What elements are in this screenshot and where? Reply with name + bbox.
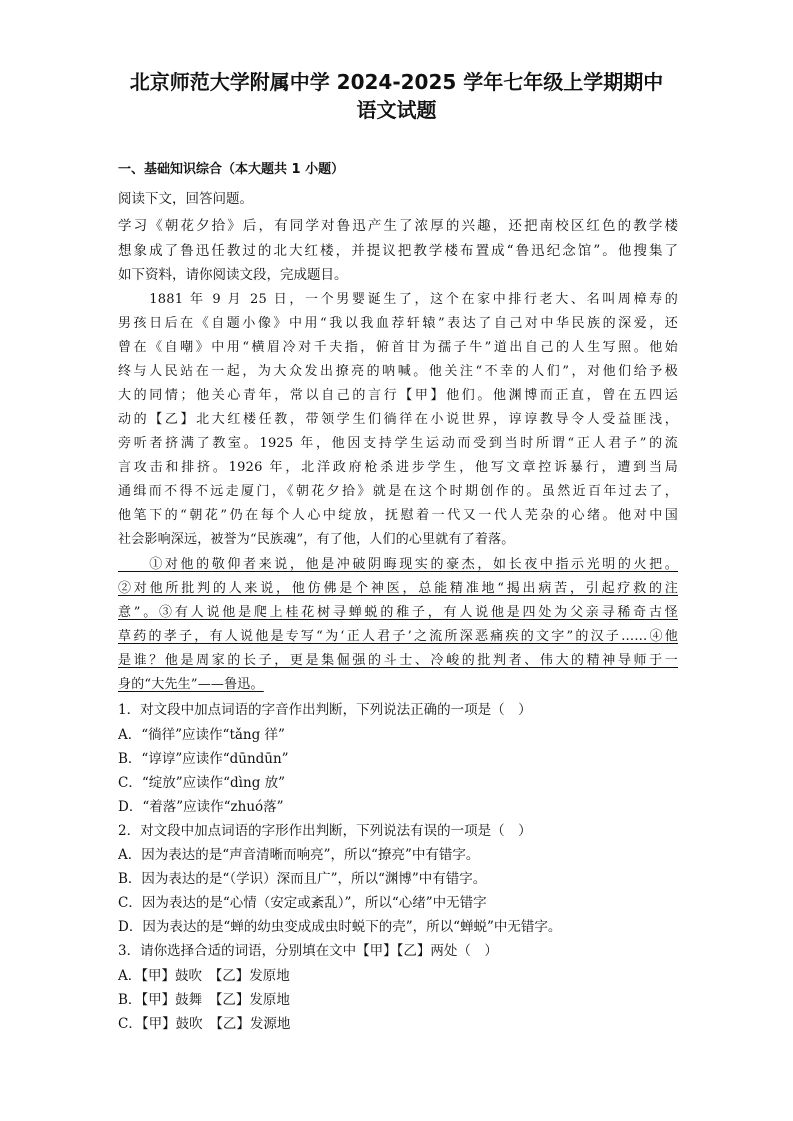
passage-line: 旁听者挤满了教室。1925 年，他因支持学生运动而受到当时所谓“正人君子”的流 (118, 436, 678, 451)
question-2-option-b: B．因为表达的是“（学识）深而且广”，所以“渊博”中有错字。 (118, 871, 487, 887)
page-title-line1: 北京师范大学附属中学 2024-2025 学年七年级上学期期中 (129, 70, 664, 94)
intro-line: 如下资料，请你阅读文段，完成题目。 (118, 267, 348, 283)
intro-line: 阅读下文，回答问题。 (118, 191, 253, 207)
passage-line: 终与人民站在一起，为大众发出撩亮的呐喊。他关注“不幸的人们”，对他们给予极 (118, 364, 678, 379)
intro-line: 学习《朝花夕拾》后，有同学对鲁迅产生了浓厚的兴趣，还把南校区红色的教学楼 (118, 218, 678, 234)
question-1-option-a: A．“徜徉”应读作“tǎng 徉” (118, 727, 285, 743)
question-3-option-a: A．【甲】鼓吹 【乙】发原地 (118, 968, 290, 984)
underlined-line: 是谁？他是周家的长子，更是集倔强的斗士、冷峻的批判者、伟大的精神导师于一 (118, 653, 678, 668)
question-2-option-c: C．因为表达的是“心情（安定或紊乱）”，所以“心绪”中无错字 (118, 895, 487, 911)
passage-line: 社会影响深远，被誉为“民族魂”，有了他，人们的心里就有了着落。 (118, 532, 515, 547)
passage-line: 动的【乙】北大红楼任教，带领学生们徜徉在小说世界，谆谆教导令人受益匪浅， (118, 412, 678, 427)
passage-line: 他笔下的“朝花”仍在每个人心中绽放，抚慰着一代又一代人芜杂的心绪。他对中国 (118, 508, 678, 523)
passage-line: 通缉而不得不远走厦门，《朝花夕拾》就是在这个时期创作的。虽然近百年过去了， (118, 484, 678, 499)
passage-line: 大的同情；他关心青年，常以自己的言行【甲】他们。他渊博而正直，曾在五四运 (118, 388, 678, 403)
underlined-line: 意”。③有人说他是爬上桂花树寻蝉蜕的稚子，有人说他是四处为父亲寻稀奇古怪 (118, 605, 678, 620)
question-3-option-c: C．【甲】鼓吹 【乙】发源地 (118, 1016, 291, 1032)
question-2-option-a: A．因为表达的是“声音清晰而响亮”，所以“撩亮”中有错字。 (118, 847, 480, 863)
question-2-stem: 2．对文段中加点词语的字形作出判断，下列说法有误的一项是（ ） (118, 823, 532, 839)
question-1-option-b: B．“谆谆”应读作“dūndūn” (118, 751, 289, 767)
underlined-line: ①对他的敬仰者来说，他是冲破阴晦现实的豪杰，如长夜中指示光明的火把。 (118, 557, 678, 572)
passage-line: 1881 年 9 月 25 日，一个男婴诞生了，这个在家中排行老大、名叫周樟寿的 (118, 292, 678, 307)
question-2-option-d: D．因为表达的是“蝉的幼虫变成成虫时蜕下的壳”，所以“蝉蜕”中无错字。 (118, 919, 562, 935)
question-3-option-b: B．【甲】鼓舞 【乙】发原地 (118, 992, 290, 1008)
question-1-option-d: D．“着落”应读作“zhuó落” (118, 799, 284, 815)
passage-line: 言攻击和排挤。1926 年，北洋政府枪杀进步学生，他写文章控诉暴行，遭到当局 (118, 460, 678, 475)
passage-line: 曾在《自嘲》中用“横眉冷对千夫指，俯首甘为孺子牛”道出自己的人生写照。他始 (118, 340, 678, 355)
question-3-stem: 3．请你选择合适的词语，分别填在文中【甲】【乙】两处（ ） (118, 943, 498, 959)
underlined-line: ②对他所批判的人来说，他仿佛是个神医，总能精准地“揭出病苦，引起疗救的注 (118, 581, 678, 596)
underlined-line: 身的“大先生”——鲁迅。 (118, 677, 264, 692)
section-heading: 一、基础知识综合（本大题共 1 小题） (118, 162, 345, 177)
question-1-stem: 1．对文段中加点词语的字音作出判断，下列说法正确的一项是（ ） (118, 702, 532, 718)
intro-line: 想象成了鲁迅任教过的北大红楼，并提议把教学楼布置成“鲁迅纪念馆”。他搜集了 (118, 243, 678, 259)
page-title-line2: 语文试题 (356, 98, 437, 122)
passage-line: 男孩日后在《自题小像》中用“我以我血荐轩辕”表达了自己对中华民族的深爱，还 (118, 316, 678, 331)
underlined-line: 草药的孝子，有人说他是专写“为‘正人君子’之流所深恶痛疾的文字”的汉子……④他 (118, 629, 678, 644)
question-1-option-c: C．“绽放”应读作“dìng 放” (118, 775, 286, 791)
